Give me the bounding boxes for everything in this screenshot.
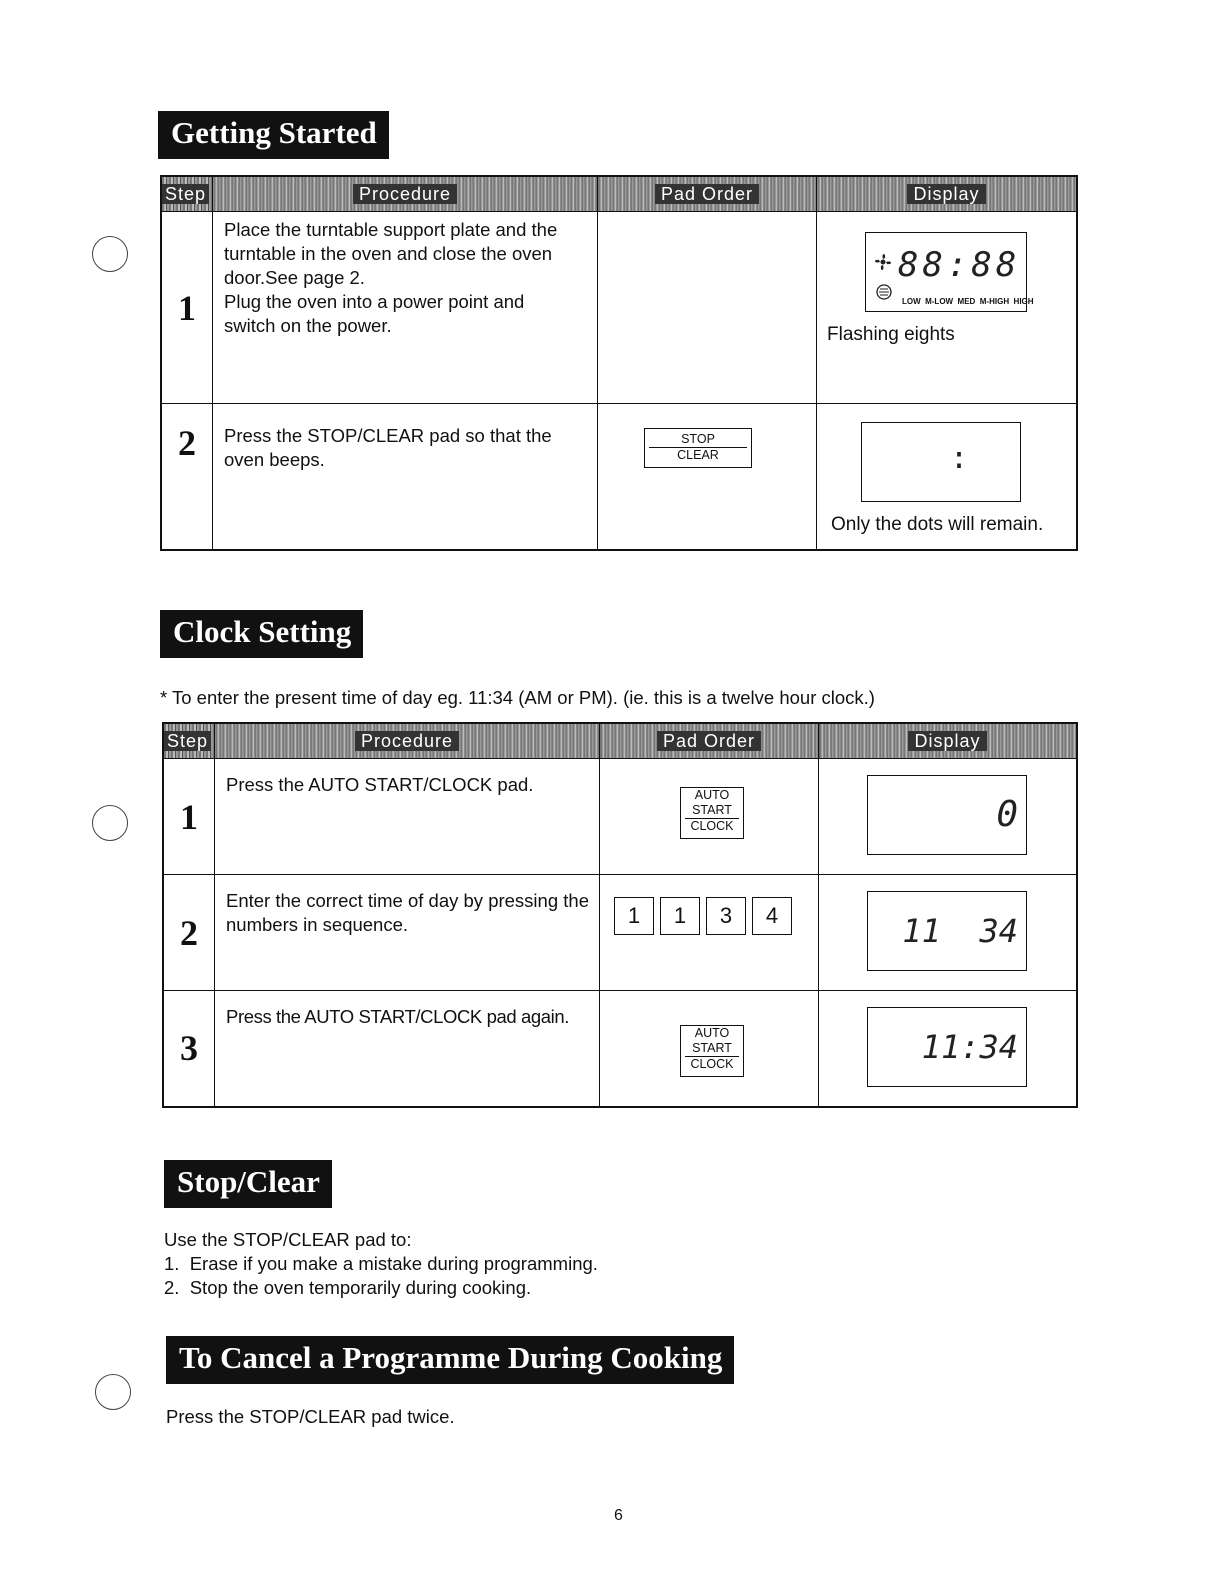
stop-clear-pad[interactable]: STOP CLEAR <box>644 428 752 468</box>
lcd-display <box>867 891 1027 971</box>
lcd-display <box>867 1007 1027 1087</box>
lcd-display <box>861 422 1021 502</box>
lcd-display <box>867 775 1027 855</box>
fan-icon <box>872 251 894 273</box>
grill-icon <box>875 283 893 301</box>
step-display <box>817 404 1078 550</box>
lcd-digits: 0 <box>996 794 1018 835</box>
number-key-1[interactable]: 1 <box>660 897 700 935</box>
step-pad-order <box>598 212 817 404</box>
binder-hole-middle <box>92 805 128 841</box>
auto-start-clock-pad[interactable]: AUTO START CLOCK <box>680 787 744 839</box>
header-display: Display <box>817 176 1078 212</box>
getting-started-table <box>160 175 1078 551</box>
stop-clear-item: 2. Stop the oven temporarily during cooking. <box>164 1277 532 1298</box>
display-caption: Only the dots will remain. <box>831 514 1044 535</box>
step-number: 1 <box>163 759 215 875</box>
number-key-3[interactable]: 3 <box>706 897 746 935</box>
step-pad-order <box>600 875 819 991</box>
step-display <box>819 991 1078 1107</box>
clock-setting-heading: Clock Setting <box>160 610 363 658</box>
number-key-4[interactable]: 4 <box>752 897 792 935</box>
step-display <box>819 875 1078 991</box>
stop-clear-item: 1. Erase if you make a mistake during programming. <box>164 1253 598 1274</box>
step-number: 3 <box>163 991 215 1107</box>
getting-started-heading: Getting Started <box>158 111 389 159</box>
step-display <box>819 759 1078 875</box>
step-pad-order <box>600 759 819 875</box>
lcd-digits: : <box>950 441 969 476</box>
cancel-programme-heading: To Cancel a Programme During Cooking <box>166 1336 734 1384</box>
lcd-digits: 11:34 <box>921 1028 1018 1066</box>
auto-start-clock-pad[interactable]: AUTO START CLOCK <box>680 1025 744 1077</box>
step-pad-order <box>598 404 817 550</box>
step-procedure: Press the AUTO START/CLOCK pad. <box>215 759 600 875</box>
cancel-programme-text: Press the STOP/CLEAR pad twice. <box>166 1406 455 1427</box>
step-number: 2 <box>161 404 213 550</box>
number-key-1[interactable]: 1 <box>614 897 654 935</box>
step-procedure: Press the AUTO START/CLOCK pad again. <box>215 991 600 1107</box>
binder-hole-bottom <box>95 1374 131 1410</box>
stop-clear-intro: Use the STOP/CLEAR pad to: <box>164 1229 412 1250</box>
header-display: Display <box>819 723 1078 759</box>
lcd-display <box>865 232 1034 312</box>
step-number: 2 <box>163 875 215 991</box>
step-display <box>817 212 1078 404</box>
display-caption: Flashing eights <box>827 324 955 345</box>
step-number: 1 <box>161 212 213 404</box>
header-step: Step <box>163 723 215 759</box>
binder-hole-top <box>92 236 128 272</box>
header-pad-order: Pad Order <box>600 723 819 759</box>
step-procedure: Enter the correct time of day by pressing the numbers in sequence. <box>215 875 600 991</box>
power-level-labels: LOW M-LOW MED M-HIGH HIGH <box>902 297 1034 306</box>
step-pad-order <box>600 991 819 1107</box>
step-procedure: Press the STOP/CLEAR pad so that the oven beeps. <box>213 404 598 550</box>
clock-setting-intro: * To enter the present time of day eg. 11:34 (AM or PM). (ie. this is a twelve hour clock.) <box>160 687 875 708</box>
clock-setting-table <box>162 722 1078 1108</box>
header-procedure: Procedure <box>213 176 598 212</box>
page-number: 6 <box>614 1507 623 1524</box>
stop-clear-heading: Stop/Clear <box>164 1160 332 1208</box>
header-procedure: Procedure <box>215 723 600 759</box>
header-pad-order: Pad Order <box>598 176 817 212</box>
step-procedure: Place the turntable support plate and the turntable in the oven and close the oven door.See page 2. Plug the oven into a power point and switch on the power. <box>213 212 598 404</box>
header-step: Step <box>161 176 213 212</box>
number-key-sequence <box>614 897 798 935</box>
lcd-digits: 88:88 <box>898 245 1021 285</box>
lcd-digits: 11 34 <box>902 912 1018 950</box>
